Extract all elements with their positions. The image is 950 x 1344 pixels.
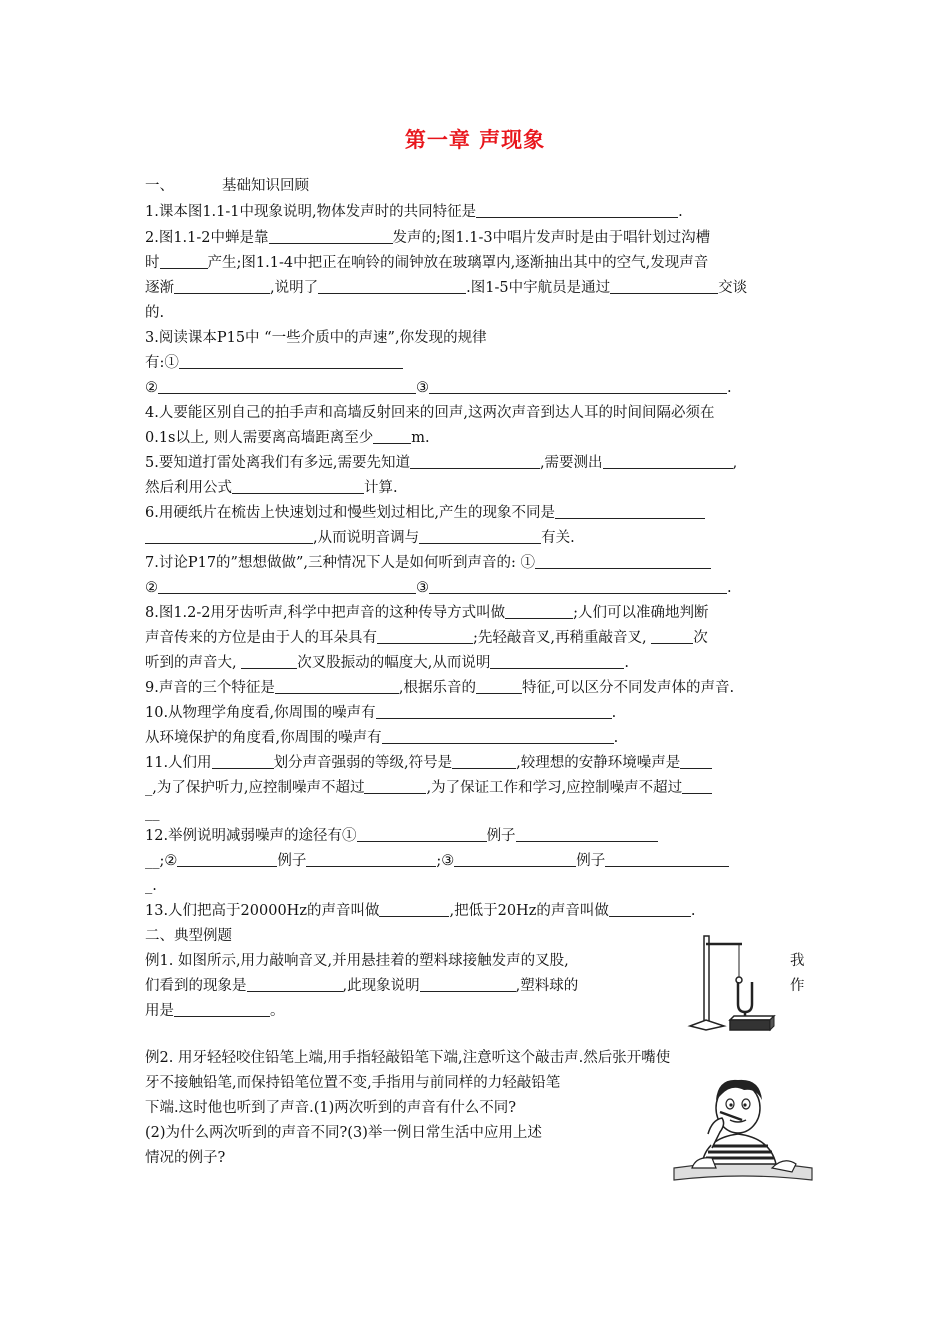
- q4-text-a: 4.人要能区别自己的拍手声和高墙反射回来的回声,这两次声音到达人耳的时间间隔必须在: [145, 405, 715, 421]
- q12-blank-4[interactable]: [306, 851, 436, 867]
- question-5-line-1: [145, 453, 737, 473]
- q12-blank-2[interactable]: [516, 826, 658, 842]
- q8-text-h: .: [624, 655, 629, 671]
- q8-blank-4[interactable]: [241, 653, 297, 669]
- ex1-text-e: 用是: [145, 1003, 174, 1019]
- q12-blank-3[interactable]: [177, 851, 277, 867]
- question-7-line-1: [145, 553, 711, 573]
- example-2-line-4: [145, 1123, 542, 1143]
- ex1-text-a: 例1. 如图所示,用力敲响音叉,并用悬挂着的塑料球接触发声的叉股,: [145, 953, 569, 969]
- q12-blank-5[interactable]: [454, 851, 576, 867]
- q13-text-c: .: [690, 903, 696, 919]
- q7-end: .: [727, 580, 732, 596]
- q1-text: 1.课本图1.1-1中现象说明,物体发声时的共同特征是: [145, 204, 477, 220]
- q12-blank-6[interactable]: [605, 851, 729, 867]
- left-arm: [692, 1158, 716, 1168]
- question-12-line-1: [145, 826, 658, 846]
- q6-text-b: ,从而说明音调与: [313, 530, 420, 546]
- q13-blank-1[interactable]: [379, 901, 449, 917]
- q9-text-b: ,根据乐音的: [398, 680, 476, 696]
- question-8-line-1: [145, 603, 709, 623]
- q7-text-c: ③: [416, 580, 429, 596]
- question-5-line-2: [145, 478, 398, 498]
- q5-blank-2[interactable]: [603, 453, 733, 469]
- q7-blank-1[interactable]: [535, 553, 711, 569]
- q11-blank-4[interactable]: [364, 778, 426, 794]
- ex2-text-a: 例2. 用牙轻轻咬住铅笔上端,用手指轻敲铅笔下端,注意听这个敲击声.然后张开嘴使: [145, 1050, 671, 1066]
- example-1-line-2: [145, 976, 578, 996]
- q2-text-g: .图1-5中宇航员是通过: [466, 280, 611, 296]
- q11-text-f: __: [145, 805, 160, 821]
- q8-blank-5[interactable]: [490, 653, 624, 669]
- question-10-line-2: [145, 728, 618, 748]
- q10-blank-2[interactable]: [382, 728, 614, 744]
- ex2-text-e: 情况的例子?: [145, 1150, 226, 1166]
- q3-text-a: 3.阅读课本P15中 “一些介质中的声速”,你发现的规律: [145, 330, 487, 346]
- ex1-text-a2: 我: [790, 953, 805, 969]
- q5-text-c: ,: [732, 455, 738, 471]
- q8-text-d: ;先轻敲音叉,再稍重敲音叉,: [473, 630, 652, 646]
- ex1-blank-1[interactable]: [247, 976, 343, 992]
- q11-text-d: _,为了保护听力,应控制噪声不超过: [145, 780, 365, 796]
- question-3-line-2: [145, 353, 403, 373]
- section-1-label: 基础知识回顾: [222, 178, 309, 194]
- fork-prongs: [738, 982, 752, 1012]
- question-9: [145, 678, 734, 698]
- example-2-line-3: [145, 1098, 516, 1118]
- q7-blank-3[interactable]: [429, 578, 727, 594]
- q12-text-a: 12.举例说明减弱噪声的途径有①: [145, 828, 357, 844]
- q5-text-e: 计算.: [364, 480, 398, 496]
- q13-text-b: ,把低于20Hz的声音叫做: [449, 903, 609, 919]
- q11-text-a: 11.人们用: [145, 755, 212, 771]
- q2-text-e: 逐渐: [145, 280, 174, 296]
- question-2-line-3: [145, 278, 747, 298]
- q12-text-f: 例子: [576, 853, 606, 869]
- q8-text-b: ;人们可以准确地判断: [573, 605, 709, 621]
- section-1-heading: [145, 176, 309, 196]
- stand-pole: [704, 936, 709, 1022]
- q6-blank-1b[interactable]: [145, 528, 313, 544]
- q8-text-f: 听到的声音大,: [145, 655, 242, 671]
- example-1-line-3: [145, 1001, 285, 1021]
- example-1-line-1-end: [790, 951, 805, 971]
- q2-text-d: 产生;图1.1-4中把正在响铃的闹钟放在玻璃罩内,逐渐抽出其中的空气,发现声音: [207, 255, 709, 271]
- ex1-text-b: 们看到的现象是: [145, 978, 247, 994]
- question-11-line-2: [145, 778, 712, 798]
- q2-blank-2[interactable]: [160, 253, 208, 269]
- q4-blank[interactable]: [373, 428, 411, 444]
- stand-base: [690, 1020, 724, 1030]
- boy-with-pencil-figure: [672, 1068, 814, 1186]
- q2-blank-3[interactable]: [174, 278, 270, 294]
- chapter-title: 第一章 声现象: [404, 128, 546, 152]
- q8-blank-2[interactable]: [377, 628, 473, 644]
- q6-blank-2[interactable]: [419, 528, 541, 544]
- q8-text-c: 声音传来的方位是由于人的耳朵具有: [145, 630, 377, 646]
- q7-text-a: 7.讨论P17的”想想做做”,三种情况下人是如何听到声音的: ①: [145, 555, 535, 571]
- q2-text-f: ,说明了: [270, 280, 319, 296]
- q11-blank-5[interactable]: [682, 778, 712, 794]
- q2-text-a: 2.图1.1-2中蝉是靠: [145, 230, 269, 246]
- q11-text-c: ,较理想的安静环境噪声是: [516, 755, 681, 771]
- q3-blank-2[interactable]: [158, 378, 416, 394]
- ex2-text-c: 下端.这时他也听到了声音.(1)两次听到的声音有什么不同?: [145, 1100, 517, 1116]
- q8-blank-1[interactable]: [505, 603, 573, 619]
- q5-text-d: 然后利用公式: [145, 480, 232, 496]
- q7-blank-2[interactable]: [158, 578, 416, 594]
- q2-text-c: 时: [145, 255, 160, 271]
- section-2-label: 二、典型例题: [145, 928, 232, 944]
- q12-text-b: 例子: [486, 828, 516, 844]
- q2-text-b: 发声的;图1.1-3中唱片发声时是由于唱针划过沟槽: [392, 230, 711, 246]
- question-10-line-1: [145, 703, 616, 723]
- q10-text-a: 10.从物理学角度看,你周围的噪声有: [145, 705, 376, 721]
- q4-text-b: 0.1s以上, 则人需要离高墙距离至少: [145, 430, 374, 446]
- q10-blank-1[interactable]: [376, 703, 612, 719]
- q3-text-c: ②: [145, 380, 158, 396]
- section-1-number: 一、: [145, 178, 174, 194]
- q11-text-e: ,为了保证工作和学习,应控制噪声不超过: [426, 780, 683, 796]
- question-4-line-1: [145, 403, 714, 423]
- question-2-line-1: [145, 228, 710, 248]
- q8-text-e: 次: [693, 630, 708, 646]
- question-11-line-3: [145, 803, 160, 823]
- q2-text-h: 交谈: [718, 280, 748, 296]
- q2-blank-1[interactable]: [269, 228, 393, 244]
- question-7-line-2: [145, 578, 732, 598]
- section-2-heading: [145, 926, 232, 946]
- q5-text-a: 5.要知道打雷处离我们有多远,需要先知道: [145, 455, 410, 471]
- q11-blank-2[interactable]: [452, 753, 516, 769]
- q2-blank-4[interactable]: [318, 278, 466, 294]
- question-11-line-1: [145, 753, 712, 773]
- example-1-line-2-end: [790, 976, 805, 996]
- ex2-text-d: (2)为什么两次听到的声音不同?(3)举一例日常生活中应用上述: [145, 1125, 542, 1141]
- question-3-line-3: [145, 378, 732, 398]
- q10-text-b: .: [611, 705, 617, 721]
- example-2-line-2: [145, 1073, 560, 1093]
- q3-blank-3[interactable]: [429, 378, 727, 394]
- q7-text-b: ②: [145, 580, 158, 596]
- ex1-text-d2: 作: [790, 978, 805, 994]
- q9-blank-2[interactable]: [476, 678, 522, 694]
- q6-text-a: 6.用硬纸片在梳齿上快速划过和慢些划过相比,产生的现象不同是: [145, 505, 555, 521]
- question-8-line-3: [145, 653, 629, 673]
- q3-end: .: [727, 380, 732, 396]
- ex1-text-f: 。: [270, 1003, 285, 1019]
- q9-text-a: 9.声音的三个特征是: [145, 680, 275, 696]
- q12-blank-1[interactable]: [357, 826, 487, 842]
- tuning-fork-figure: [684, 930, 780, 1034]
- q2-blank-5[interactable]: [610, 278, 718, 294]
- q3-blank-1[interactable]: [179, 353, 403, 369]
- q2-text-i: 的.: [145, 305, 165, 321]
- q8-text-g: 次叉股振动的幅度大,从而说明: [297, 655, 491, 671]
- question-3-line-1: [145, 328, 487, 348]
- question-6-line-1: [145, 503, 705, 523]
- resonance-box: [730, 1020, 770, 1030]
- q12-text-c: __;②: [145, 853, 178, 869]
- question-12-line-2: [145, 851, 729, 871]
- question-6-line-2: [145, 528, 575, 548]
- example-1-line-1: [145, 951, 569, 971]
- question-1: [145, 202, 683, 222]
- question-8-line-2: [145, 628, 708, 648]
- q12-text-g: _.: [145, 878, 157, 894]
- q12-text-e: ;③: [436, 853, 455, 869]
- question-2-line-2: [145, 253, 708, 273]
- q1-end: .: [678, 204, 683, 220]
- q10-text-c: 从环境保护的角度看,你周围的噪声有: [145, 730, 382, 746]
- ex2-text-b: 牙不接触铅笔,而保持铅笔位置不变,手指用与前同样的力轻敲铅笔: [145, 1075, 561, 1091]
- question-13: [145, 901, 695, 921]
- ex1-blank-3[interactable]: [174, 1001, 270, 1017]
- q11-blank-3[interactable]: [680, 753, 712, 769]
- ex1-text-d: ,塑料球的: [515, 978, 579, 994]
- q5-blank-1[interactable]: [410, 453, 540, 469]
- q8-blank-3[interactable]: [651, 628, 693, 644]
- q13-text-a: 13.人们把高于20000Hz的声音叫做: [145, 903, 380, 919]
- question-12-line-3: [145, 876, 157, 896]
- q11-blank-1[interactable]: [212, 753, 274, 769]
- left-pupil: [729, 1103, 732, 1106]
- q3-text-b: 有:①: [145, 355, 179, 371]
- q3-text-d: ③: [416, 380, 429, 396]
- q10-text-d: .: [613, 730, 619, 746]
- q6-text-c: 有关.: [541, 530, 575, 546]
- q1-blank[interactable]: [476, 202, 678, 218]
- q11-text-b: 划分声音强弱的等级,符号是: [273, 755, 453, 771]
- example-2-line-5: [145, 1148, 225, 1168]
- question-2-line-4: [145, 303, 164, 323]
- q4-text-c: m.: [411, 430, 430, 446]
- right-pupil: [743, 1103, 746, 1106]
- q13-blank-2[interactable]: [609, 901, 691, 917]
- mouth: [730, 1120, 746, 1122]
- q5-text-b: ,需要测出: [539, 455, 603, 471]
- q9-blank-1[interactable]: [275, 678, 399, 694]
- ex1-text-c: ,此现象说明: [342, 978, 420, 994]
- q5-blank-3[interactable]: [232, 478, 364, 494]
- q6-blank-1a[interactable]: [555, 503, 705, 519]
- ex1-blank-2[interactable]: [420, 976, 516, 992]
- q9-text-c: 特征,可以区分不同发声体的声音.: [521, 680, 735, 696]
- q12-text-d: 例子: [277, 853, 307, 869]
- q8-text-a: 8.图1.2-2用牙齿听声,科学中把声音的这种传导方式叫做: [145, 605, 506, 621]
- example-2-line-1: [145, 1048, 670, 1068]
- question-4-line-2: [145, 428, 430, 448]
